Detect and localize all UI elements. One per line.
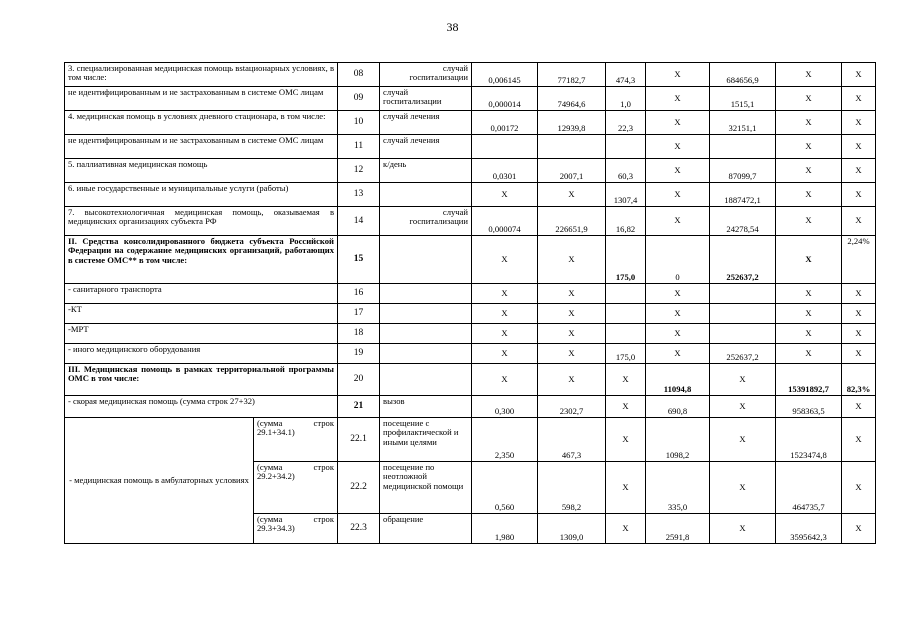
value-cell-5: 32151,1 <box>710 111 776 135</box>
table-row <box>65 396 876 418</box>
value-cell-2: 2007,1 <box>538 159 606 183</box>
value-cell-6: 1523474,8 <box>776 418 842 462</box>
value-cell-2: 77182,7 <box>538 63 606 87</box>
value-cell-4: X <box>646 344 710 364</box>
value-cell-4: X <box>646 183 710 207</box>
row-code: 13 <box>338 183 380 207</box>
value-cell-6: X <box>776 207 842 236</box>
value-cell-6: X <box>776 284 842 304</box>
value-cell-5: X <box>710 396 776 418</box>
section-row <box>65 236 876 284</box>
section-row <box>65 364 876 396</box>
row-unit <box>380 236 472 284</box>
value-cell-2: 74964,6 <box>538 87 606 111</box>
value-cell-5: 684656,9 <box>710 63 776 87</box>
row-unit: случай госпитализации <box>380 87 472 111</box>
table-row <box>65 284 876 304</box>
row-description: 4. медицинская помощь в условиях дневного стационара, в том числе: <box>65 111 338 135</box>
value-cell-7: X <box>842 324 876 344</box>
value-cell-4: 1098,2 <box>646 418 710 462</box>
row-code: 18 <box>338 324 380 344</box>
row-description: -КТ <box>65 304 338 324</box>
row-unit: обращение <box>380 514 472 544</box>
row-unit <box>380 364 472 396</box>
value-cell-3: 175,0 <box>606 344 646 364</box>
row-code: 15 <box>338 236 380 284</box>
value-cell-2: X <box>538 183 606 207</box>
value-cell-6: 3595642,3 <box>776 514 842 544</box>
value-cell-3: 16,82 <box>606 207 646 236</box>
value-cell-6: X <box>776 324 842 344</box>
row-unit <box>380 344 472 364</box>
value-cell-1: X <box>472 324 538 344</box>
value-cell-1: X <box>472 284 538 304</box>
value-cell-2: X <box>538 344 606 364</box>
value-cell-3: 1,0 <box>606 87 646 111</box>
value-cell-7: 2,24% <box>842 236 876 284</box>
value-cell-3: X <box>606 418 646 462</box>
row-description: -МРТ <box>65 324 338 344</box>
value-cell-7: X <box>842 514 876 544</box>
value-cell-6: 958363,5 <box>776 396 842 418</box>
value-cell-1: 0,0301 <box>472 159 538 183</box>
row-unit: посещение по неотложной медицинской помощи <box>380 462 472 514</box>
value-cell-4: X <box>646 324 710 344</box>
row-description: не идентифицированным и не застрахованным в системе ОМС лицам <box>65 135 338 159</box>
value-cell-3: X <box>606 364 646 396</box>
table-row <box>65 418 876 462</box>
row-code: 09 <box>338 87 380 111</box>
value-cell-2: 2302,7 <box>538 396 606 418</box>
value-cell-3: 1307,4 <box>606 183 646 207</box>
row-unit: вызов <box>380 396 472 418</box>
value-cell-4: X <box>646 207 710 236</box>
value-cell-1: 2,350 <box>472 418 538 462</box>
value-cell-6: X <box>776 236 842 284</box>
value-cell-5: 252637,2 <box>710 344 776 364</box>
row-sum-note: (сумма строк 29.1+34.1) <box>254 418 338 462</box>
value-cell-1: 0,000074 <box>472 207 538 236</box>
value-cell-5: 87099,7 <box>710 159 776 183</box>
value-cell-6: X <box>776 135 842 159</box>
row-code: 08 <box>338 63 380 87</box>
value-cell-3 <box>606 135 646 159</box>
value-cell-6: X <box>776 111 842 135</box>
value-cell-4: X <box>646 159 710 183</box>
value-cell-6: X <box>776 304 842 324</box>
section-title: II. Средства консолидированного бюджета субъекта Российской Федерации на содержание медицинских организаций, работающих в системе ОМС** в том числе: <box>65 236 338 284</box>
value-cell-6: X <box>776 63 842 87</box>
value-cell-6: X <box>776 159 842 183</box>
value-cell-7: X <box>842 462 876 514</box>
value-cell-1: 0,006145 <box>472 63 538 87</box>
row-code: 22.3 <box>338 514 380 544</box>
row-unit <box>380 304 472 324</box>
value-cell-6: 15391892,7 <box>776 364 842 396</box>
value-cell-4: 690,8 <box>646 396 710 418</box>
table-row <box>65 135 876 159</box>
row-unit: посещение с профилактической и иными целями <box>380 418 472 462</box>
row-description: - санитарного транспорта <box>65 284 338 304</box>
value-cell-7: X <box>842 284 876 304</box>
row-unit: случай лечения <box>380 111 472 135</box>
value-cell-7: X <box>842 304 876 324</box>
value-cell-6: X <box>776 183 842 207</box>
financing-table <box>64 62 876 544</box>
value-cell-1: X <box>472 344 538 364</box>
row-unit <box>380 183 472 207</box>
row-code: 16 <box>338 284 380 304</box>
value-cell-4: 11094,8 <box>646 364 710 396</box>
value-cell-5: 24278,54 <box>710 207 776 236</box>
value-cell-4: X <box>646 87 710 111</box>
row-code: 11 <box>338 135 380 159</box>
value-cell-3 <box>606 304 646 324</box>
value-cell-5 <box>710 324 776 344</box>
row-sum-note: (сумма строк 29.2+34.2) <box>254 462 338 514</box>
value-cell-2 <box>538 135 606 159</box>
value-cell-2: 1309,0 <box>538 514 606 544</box>
value-cell-3: 175,0 <box>606 236 646 284</box>
value-cell-5: X <box>710 462 776 514</box>
table-row <box>65 344 876 364</box>
row-code: 17 <box>338 304 380 324</box>
row-unit: случай госпитализации <box>380 207 472 236</box>
value-cell-7: X <box>842 159 876 183</box>
value-cell-7: X <box>842 207 876 236</box>
value-cell-4: 0 <box>646 236 710 284</box>
value-cell-1: X <box>472 236 538 284</box>
value-cell-1: 0,300 <box>472 396 538 418</box>
value-cell-1: X <box>472 304 538 324</box>
value-cell-5: 1515,1 <box>710 87 776 111</box>
row-code: 12 <box>338 159 380 183</box>
row-unit: случай лечения <box>380 135 472 159</box>
table-row <box>65 304 876 324</box>
value-cell-3 <box>606 324 646 344</box>
ambulatory-label: - медицинская помощь в амбулаторных условиях <box>65 418 254 544</box>
table-row <box>65 207 876 236</box>
value-cell-4: X <box>646 135 710 159</box>
table-row <box>65 183 876 207</box>
value-cell-1: 0,560 <box>472 462 538 514</box>
row-unit <box>380 324 472 344</box>
value-cell-1: 0,000014 <box>472 87 538 111</box>
value-cell-4: X <box>646 284 710 304</box>
value-cell-2: X <box>538 324 606 344</box>
value-cell-3: 22,3 <box>606 111 646 135</box>
value-cell-5: 252637,2 <box>710 236 776 284</box>
value-cell-3: X <box>606 396 646 418</box>
value-cell-5: X <box>710 418 776 462</box>
value-cell-7: 82,3% <box>842 364 876 396</box>
row-unit: к/день <box>380 159 472 183</box>
value-cell-2: 598,2 <box>538 462 606 514</box>
value-cell-7: X <box>842 396 876 418</box>
value-cell-5: 1887472,1 <box>710 183 776 207</box>
table-row <box>65 87 876 111</box>
value-cell-1 <box>472 135 538 159</box>
value-cell-1: 0,00172 <box>472 111 538 135</box>
value-cell-7: X <box>842 183 876 207</box>
row-code: 10 <box>338 111 380 135</box>
value-cell-5 <box>710 135 776 159</box>
value-cell-6: X <box>776 87 842 111</box>
value-cell-7: X <box>842 87 876 111</box>
row-description: - скорая медицинская помощь (сумма строк 27+32) <box>65 396 338 418</box>
row-description: 3. специализированная медицинская помощь вstационарных условиях, в том числе: <box>65 63 338 87</box>
value-cell-4: 335,0 <box>646 462 710 514</box>
value-cell-2: X <box>538 284 606 304</box>
row-unit: случай госпитализации <box>380 63 472 87</box>
value-cell-1: X <box>472 364 538 396</box>
row-code: 22.2 <box>338 462 380 514</box>
row-code: 14 <box>338 207 380 236</box>
value-cell-3: X <box>606 462 646 514</box>
value-cell-4: 2591,8 <box>646 514 710 544</box>
value-cell-7: X <box>842 63 876 87</box>
row-code: 22.1 <box>338 418 380 462</box>
value-cell-5: X <box>710 364 776 396</box>
row-description: 7. высокотехнологичная медицинская помощь, оказываемая в медицинских организациях субъекта РФ <box>65 207 338 236</box>
row-description: - иного медицинского оборудования <box>65 344 338 364</box>
section-title: III. Медицинская помощь в рамках территориальной программы ОМС в том числе: <box>65 364 338 396</box>
table-row <box>65 63 876 87</box>
value-cell-1: X <box>472 183 538 207</box>
table-row <box>65 159 876 183</box>
value-cell-2: X <box>538 364 606 396</box>
value-cell-6: 464735,7 <box>776 462 842 514</box>
value-cell-4: X <box>646 304 710 324</box>
row-description: 5. паллиативная медицинская помощь <box>65 159 338 183</box>
value-cell-1: 1,980 <box>472 514 538 544</box>
value-cell-7: X <box>842 135 876 159</box>
row-code: 19 <box>338 344 380 364</box>
value-cell-5: X <box>710 514 776 544</box>
value-cell-2: 12939,8 <box>538 111 606 135</box>
value-cell-3: 474,3 <box>606 63 646 87</box>
value-cell-3: X <box>606 514 646 544</box>
value-cell-4: X <box>646 63 710 87</box>
table-row <box>65 324 876 344</box>
value-cell-2: X <box>538 304 606 324</box>
value-cell-7: X <box>842 344 876 364</box>
value-cell-2: 226651,9 <box>538 207 606 236</box>
value-cell-5 <box>710 284 776 304</box>
row-description: 6. иные государственные и муниципальные услуги (работы) <box>65 183 338 207</box>
table-row <box>65 111 876 135</box>
value-cell-3 <box>606 284 646 304</box>
value-cell-3: 60,3 <box>606 159 646 183</box>
value-cell-6: X <box>776 344 842 364</box>
value-cell-2: X <box>538 236 606 284</box>
row-sum-note: (сумма строк 29.3+34.3) <box>254 514 338 544</box>
value-cell-7: X <box>842 111 876 135</box>
row-code: 21 <box>338 396 380 418</box>
row-code: 20 <box>338 364 380 396</box>
value-cell-2: 467,3 <box>538 418 606 462</box>
row-description: не идентифицированным и не застрахованным в системе ОМС лицам <box>65 87 338 111</box>
value-cell-7: X <box>842 418 876 462</box>
page-number: 38 <box>446 20 459 34</box>
value-cell-4: X <box>646 111 710 135</box>
value-cell-5 <box>710 304 776 324</box>
row-unit <box>380 284 472 304</box>
